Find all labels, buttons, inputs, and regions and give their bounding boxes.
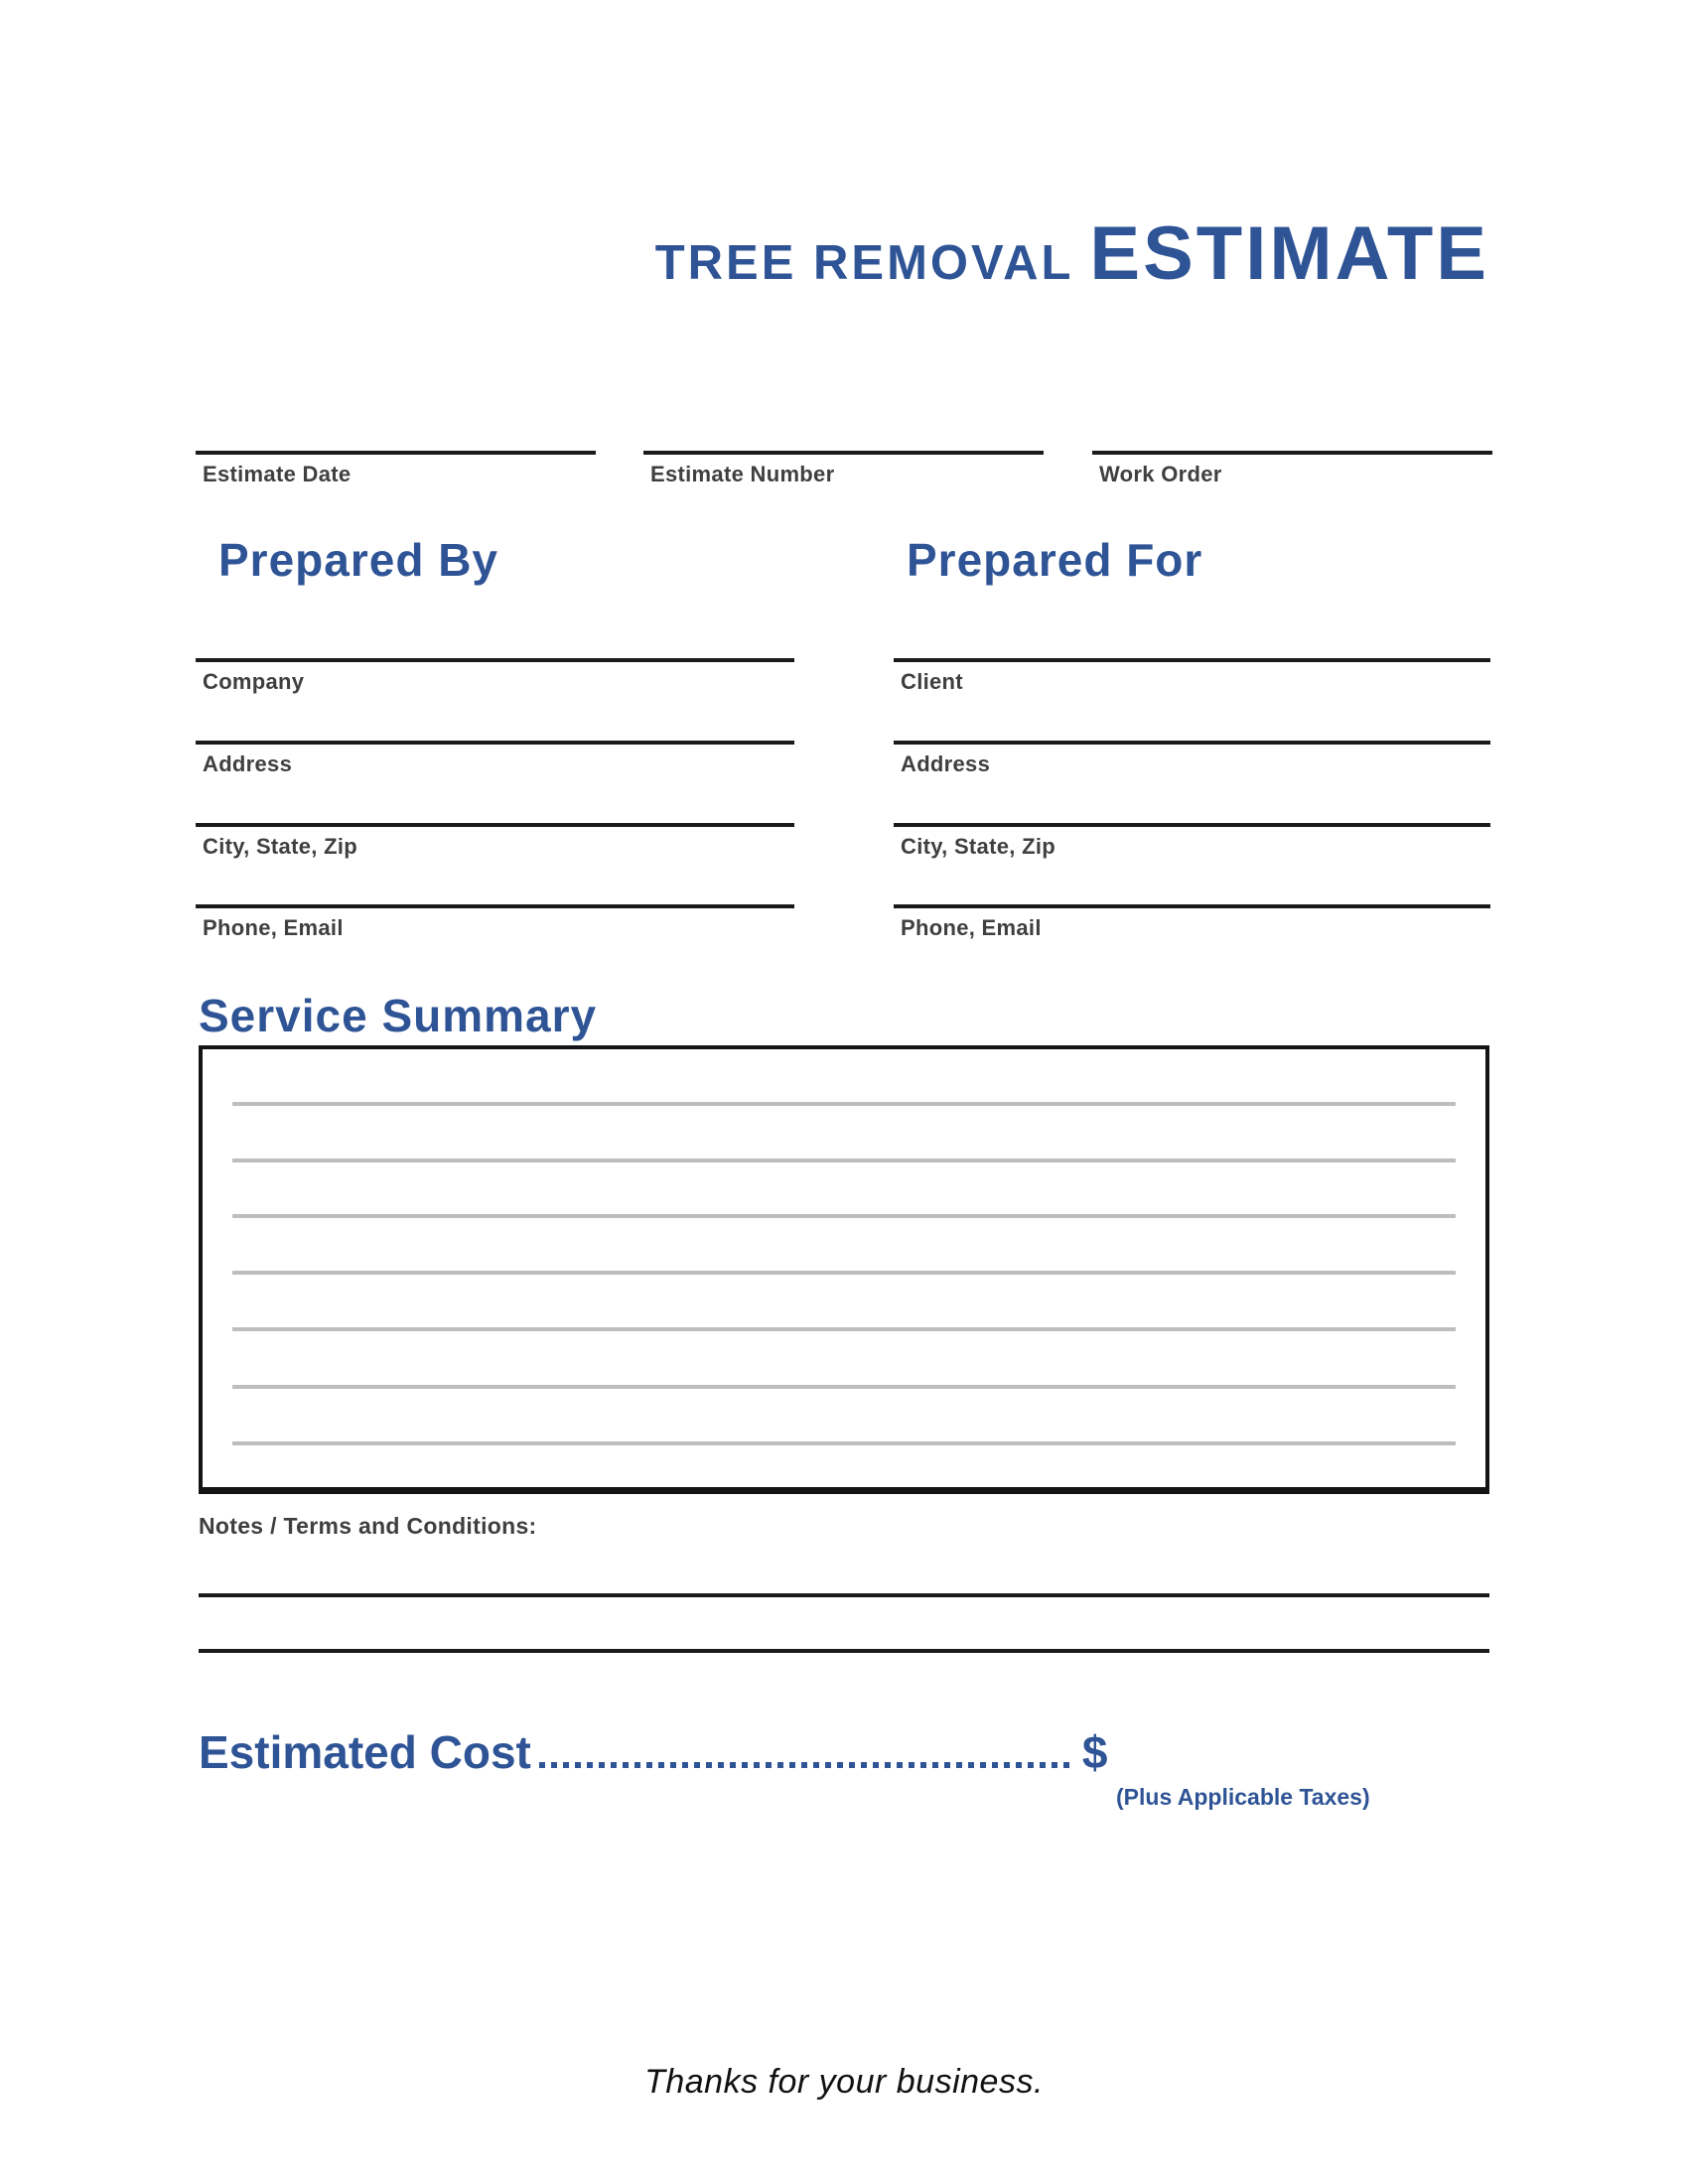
estimate-number-field[interactable] bbox=[643, 451, 1044, 487]
prepared-by-phone-email-field[interactable] bbox=[196, 904, 794, 941]
prepared-for-address-field[interactable] bbox=[894, 741, 1490, 777]
document-title-prefix: TREE REMOVAL bbox=[654, 236, 1074, 290]
prepared-for-heading: Prepared For bbox=[907, 534, 1203, 586]
prepared-for-address-label: Address bbox=[901, 751, 991, 776]
service-summary-box[interactable] bbox=[199, 1045, 1489, 1494]
estimated-cost-row bbox=[199, 1726, 1108, 1778]
summary-ruled-line bbox=[232, 1159, 1456, 1162]
estimate-date-label: Estimate Date bbox=[203, 462, 352, 486]
summary-ruled-line bbox=[232, 1271, 1456, 1275]
currency-symbol: $ bbox=[1081, 1726, 1108, 1778]
prepared-by-city-state-zip-label: City, State, Zip bbox=[203, 834, 357, 859]
dot-leader bbox=[539, 1762, 1070, 1768]
prepared-for-city-state-zip-label: City, State, Zip bbox=[901, 834, 1055, 859]
document-title bbox=[654, 211, 1489, 296]
prepared-by-phone-email-label: Phone, Email bbox=[203, 915, 344, 940]
document-title-emphasis: ESTIMATE bbox=[1089, 211, 1489, 296]
footer-thanks-message: Thanks for your business. bbox=[644, 2063, 1044, 2101]
tax-note: (Plus Applicable Taxes) bbox=[1116, 1784, 1370, 1810]
prepared-for-city-state-zip-field[interactable] bbox=[894, 823, 1490, 860]
summary-ruled-line bbox=[232, 1441, 1456, 1445]
notes-writing-line-1[interactable] bbox=[199, 1593, 1489, 1597]
service-summary-heading: Service Summary bbox=[199, 990, 598, 1041]
prepared-by-address-field[interactable] bbox=[196, 741, 794, 777]
estimate-number-label: Estimate Number bbox=[650, 462, 835, 486]
estimate-date-field[interactable] bbox=[196, 451, 596, 487]
prepared-for-client-label: Client bbox=[901, 669, 963, 694]
summary-ruled-line bbox=[232, 1385, 1456, 1389]
prepared-by-city-state-zip-field[interactable] bbox=[196, 823, 794, 860]
summary-ruled-line bbox=[232, 1102, 1456, 1106]
work-order-field[interactable] bbox=[1092, 451, 1492, 487]
notes-terms-label: Notes / Terms and Conditions: bbox=[199, 1513, 537, 1539]
summary-ruled-line bbox=[232, 1327, 1456, 1331]
prepared-for-phone-email-label: Phone, Email bbox=[901, 915, 1042, 940]
prepared-by-company-label: Company bbox=[203, 669, 305, 694]
notes-writing-line-2[interactable] bbox=[199, 1649, 1489, 1653]
work-order-label: Work Order bbox=[1099, 462, 1222, 486]
estimated-cost-label: Estimated Cost bbox=[199, 1726, 531, 1778]
prepared-for-phone-email-field[interactable] bbox=[894, 904, 1490, 941]
prepared-by-company-field[interactable] bbox=[196, 658, 794, 695]
prepared-by-address-label: Address bbox=[203, 751, 293, 776]
summary-ruled-line bbox=[232, 1214, 1456, 1218]
prepared-by-heading: Prepared By bbox=[218, 534, 499, 586]
prepared-for-client-field[interactable] bbox=[894, 658, 1490, 695]
